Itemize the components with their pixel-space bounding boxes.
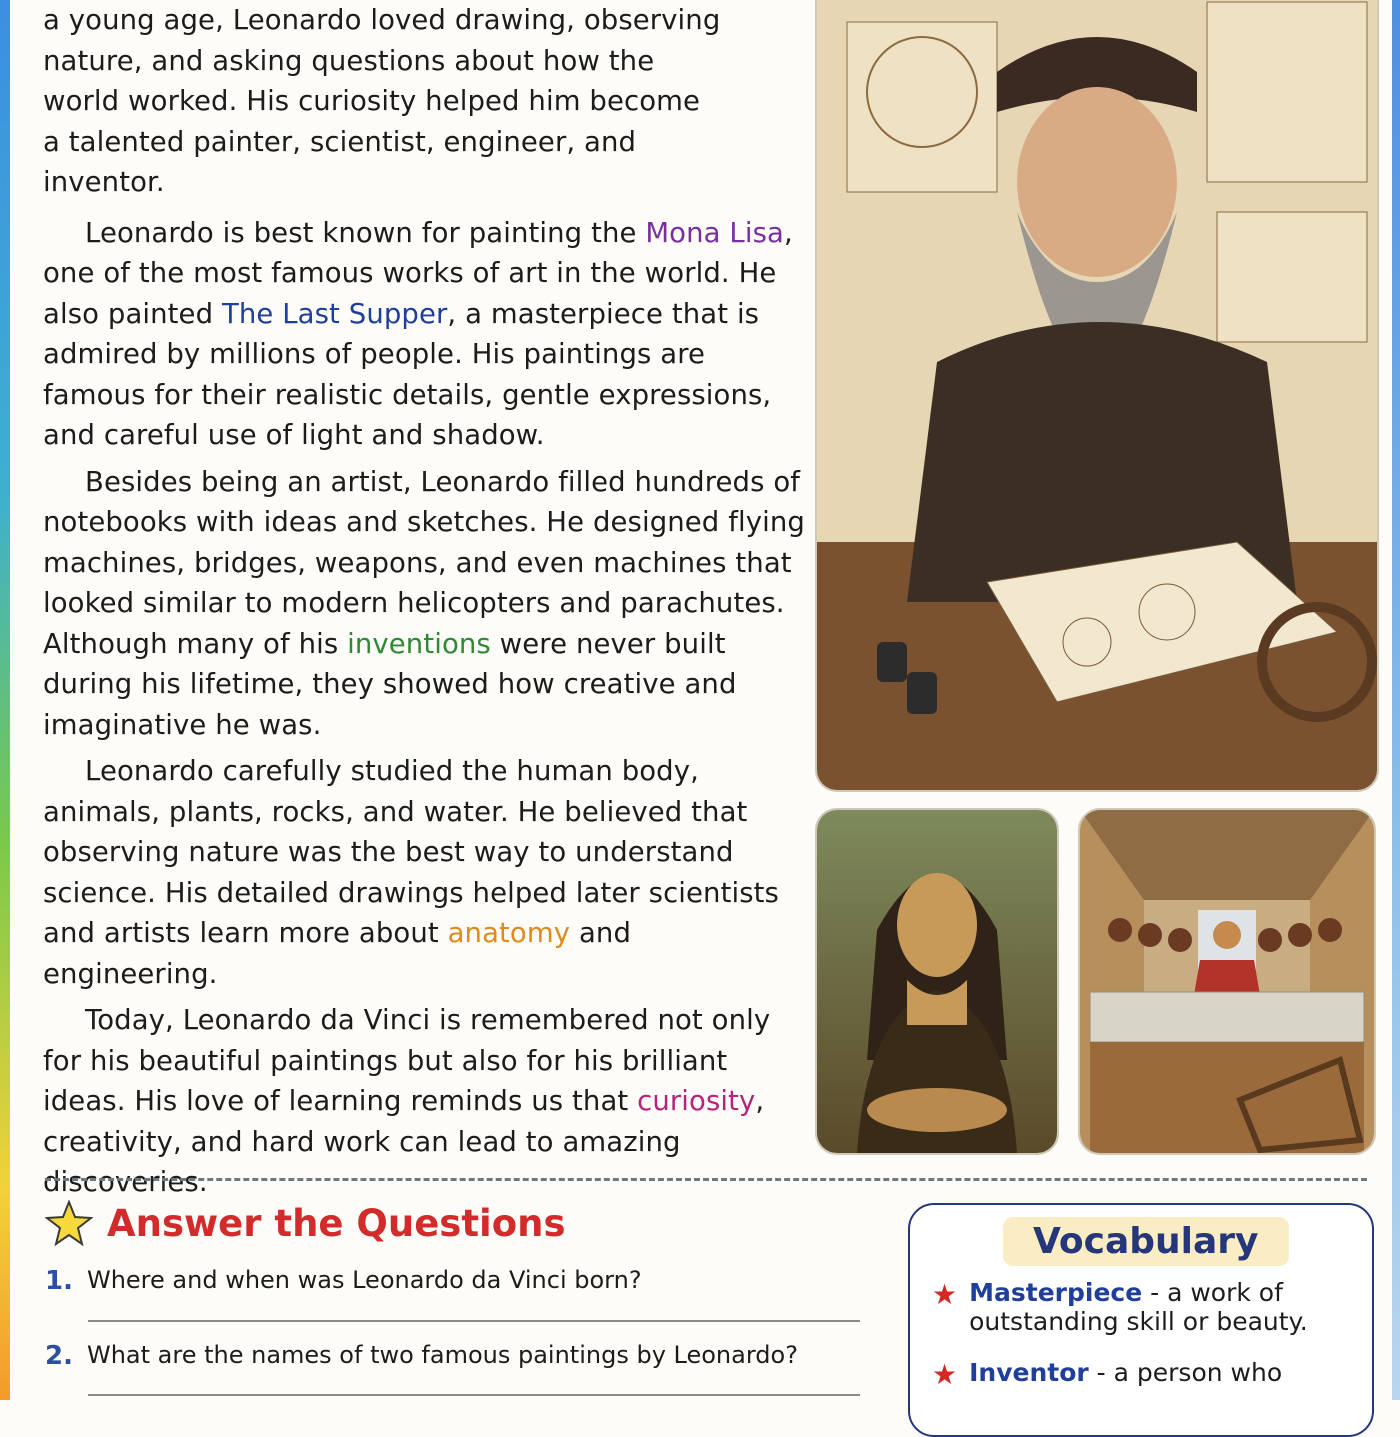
paragraph-5: Today, Leonardo da Vinci is remembered not only for his beautiful paintings but also for his brilliant ideas. His love of learning reminds us that curiosity, creativity, and hard work can lead to amazing discoveries. [43,1004,771,1198]
mona-lisa-term: Mona Lisa [645,216,784,249]
vocab-entry-inventor: ★ Inventor - a person who [932,1358,1283,1391]
paragraph-1: a young age, Leonardo loved drawing, observing nature, and asking questions about how the world worked. His curiosity helped him become a talented painter, scientist, engineer, and inventor. [43,4,721,198]
questions-heading [45,1200,565,1246]
questions-title: Answer the Questions [107,1201,566,1245]
vocab-entry-masterpiece: ★ Masterpiece - a work of outstanding skill or beauty. [932,1278,1308,1336]
left-rainbow-border [0,0,10,1400]
question-text: What are the names of two famous paintings by Leonardo? [86,1341,798,1369]
question-number: 2. [45,1341,73,1371]
right-border [1392,0,1400,1400]
article-text [43,0,813,1203]
last-supper-image [1078,808,1376,1155]
leonardo-portrait-image [815,0,1379,792]
star-bullet-icon: ★ [932,1358,958,1391]
inventions-term: inventions [347,627,491,660]
answer-line-1[interactable] [88,1320,860,1322]
answer-line-2[interactable] [88,1394,860,1396]
vocab-term: Masterpiece [969,1278,1143,1307]
paragraph-4: Leonardo carefully studied the human body, animals, plants, rocks, and water. He believed that observing nature was the best way to understand science. His detailed drawings helped later scientists and artists learn more about anatomy and engineering. [43,755,779,990]
paragraph-2: Leonardo is best known for painting the Mona Lisa, one of the most famous works of art in the world. He also painted The Last Supper, a masterpiece that is admired by millions of people. His paintings are famous for their realistic details, gentle expressions, and careful use of light and shadow. [43,216,793,451]
anatomy-term: anatomy [447,917,571,949]
paragraph-3: Besides being an artist, Leonardo filled hundreds of notebooks with ideas and sketches. He designed flying machines, bridges, weapons, and even machines that looked similar to modern helicopters and parachutes. Although many of his inventions were never built during his lifetime, they showed how creative and imaginative he was. [43,465,805,741]
last-supper-term: The Last Supper [221,297,448,330]
vocabulary-title: Vocabulary [1003,1217,1289,1266]
question-number: 1. [45,1266,73,1296]
question-text: Where and when was Leonardo da Vinci born? [86,1266,642,1294]
question-1 [45,1266,642,1296]
mona-lisa-image [815,808,1059,1155]
vocabulary-box [908,1203,1374,1437]
curiosity-term: curiosity [637,1085,756,1117]
vocab-term: Inventor [969,1358,1089,1387]
question-2 [45,1341,798,1371]
section-divider [45,1178,1367,1181]
star-bullet-icon: ★ [932,1278,958,1311]
star-icon [45,1200,93,1246]
